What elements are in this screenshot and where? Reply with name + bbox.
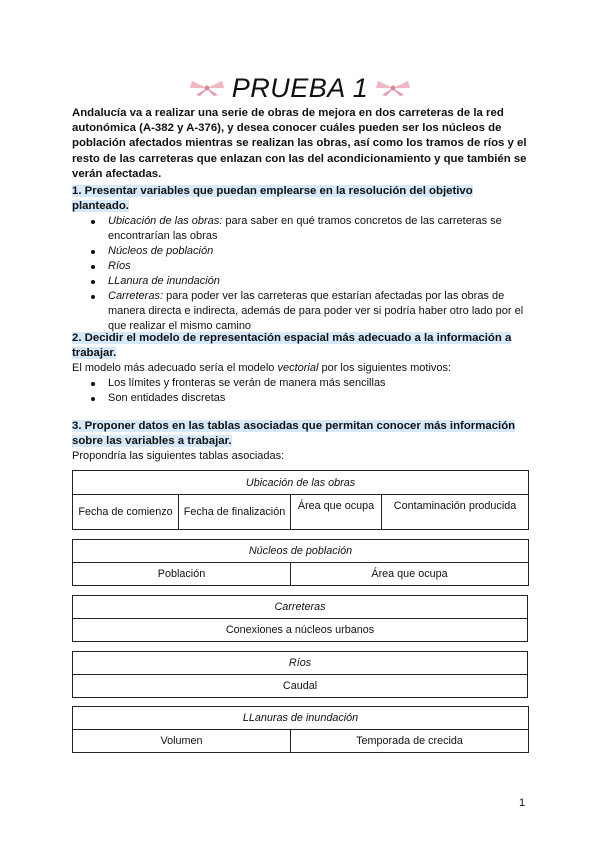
list-item (108, 259, 532, 274)
section-3-heading-line2: sobre las variables a trabajar. (72, 435, 232, 448)
table-caption: Ríos (73, 652, 528, 675)
list-item (108, 244, 532, 259)
list-item-text: para poder ver las carreteras que estarían afectadas por las obras de manera directa e indirecta, además de para poder ver si podría haber otro lado por el que realizar el mismo camino (108, 290, 524, 333)
list-item (108, 214, 532, 244)
text-before: El modelo más adecuado sería el modelo (72, 362, 278, 375)
table-cell: Fecha de comienzo (73, 495, 179, 530)
table-cell: Temporada de crecida (291, 730, 529, 753)
intro-paragraph: Andalucía va a realizar una serie de obras de mejora en dos carreteras de la red autonómica (A-382 y A-376), y desea conocer cuáles pueden ser los núcleos de población afectados mientras se realizan las obras, así como los tramos de ríos y el resto de las carreteras que enlazan con las del acondicionamiento y que también se verán afectadas. (72, 107, 527, 180)
table-cell: Fecha de finalización (179, 495, 291, 530)
section-1 (72, 184, 532, 334)
list-item: Son entidades discretas (108, 391, 532, 406)
table-caption: Núcleos de población (73, 540, 529, 563)
list-item-term: Ubicación de las obras: (108, 215, 223, 228)
variables-list (72, 214, 532, 334)
page-number: 1 (519, 797, 526, 809)
list-item-term: Ríos (108, 260, 131, 273)
section-2-heading-line2: trabajar. (72, 347, 117, 360)
title-row (0, 72, 600, 104)
list-item (108, 289, 532, 334)
reasons-list (72, 376, 532, 406)
list-item: Los límites y fronteras se verán de manera más sencillas (108, 376, 532, 391)
text-term: vectorial (277, 362, 319, 375)
table-cell: Caudal (73, 675, 528, 698)
section-2 (72, 331, 532, 406)
table-cell: Volumen (73, 730, 291, 753)
section-3-heading-line1: 3. Proponer datos en las tablas asociadas que permitan conocer más información (72, 420, 516, 432)
table-nucleos-poblacion (72, 539, 529, 586)
section-1-heading: 1. Presentar variables que puedan emplearse en la resolución del objetivo planteado. (72, 185, 473, 213)
section-2-heading-line1: 2. Decidir el modelo de representación espacial más adecuado a la información a (72, 332, 512, 344)
table-cell: Conexiones a núcleos urbanos (73, 619, 528, 642)
table-caption: Ubicación de las obras (73, 471, 529, 495)
text-after: por los siguientes motivos: (318, 362, 452, 375)
list-item (108, 274, 532, 289)
list-item-term: LLanura de inundación (108, 275, 220, 288)
table-carreteras (72, 595, 528, 642)
list-item-term: Núcleos de población (108, 245, 214, 258)
table-cell: Contaminación producida (382, 495, 529, 530)
section-2-text (72, 361, 532, 376)
table-cell: Área que ocupa (291, 563, 529, 586)
table-llanuras-inundacion (72, 706, 529, 753)
table-ubicacion-obras (72, 470, 529, 530)
table-caption: LLanuras de inundación (73, 707, 529, 730)
section-3 (72, 419, 532, 464)
table-caption: Carreteras (73, 596, 528, 619)
section-3-text: Propondría las siguientes tablas asociadas: (72, 450, 285, 463)
list-item-text: para saber en qué tramos concretos de las carreteras se encontrarían las obras (108, 215, 502, 243)
bow-icon (374, 79, 412, 97)
table-rios (72, 651, 528, 698)
table-cell: Área que ocupa (291, 495, 382, 530)
table-cell: Población (73, 563, 291, 586)
list-item-term: Carreteras: (108, 290, 164, 303)
page-title: PRUEBA 1 (231, 72, 369, 103)
bow-icon (188, 79, 226, 97)
